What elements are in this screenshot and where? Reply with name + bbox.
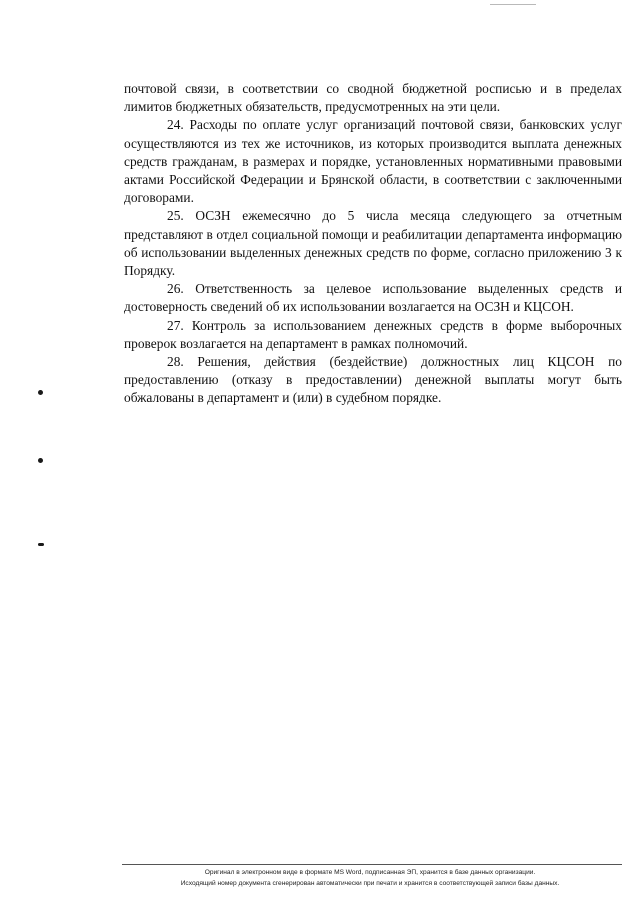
footer-note-outgoing-number: Исходящий номер документа сгенерирован автоматически при печати и хранится в соответствующей записи базы данных. [180,880,560,887]
punch-hole-mark [38,390,43,395]
paragraph-24: 24. Расходы по оплате услуг организаций почтовой связи, банковских услуг осуществляются из тех же источников, из которых производится выплата денежных средств гражданам, в размерах и порядке, установленных нормативными правовыми актами Российской Федерации и Брянской области, в соответствии с заключенными договорами. [124,117,622,206]
footer-note-original: Оригинал в электронном виде в формате MS Word, подписанная ЭП, хранится в базе данных организации. [204,869,536,876]
paragraph-27: 27. Контроль за использованием денежных средств в форме выборочных проверок возлагается на департамент в рамках полномочий. [124,317,622,351]
document-body [124,80,622,408]
punch-hole-mark [38,458,43,463]
paragraph-25: 25. ОСЗН ежемесячно до 5 числа месяца следующего за отчетным представляют в отдел социальной помощи и реабилитации департамента информацию об использовании выделенных денежных средств по форме, согласно приложению 3 к Порядку. [124,208,622,279]
paragraph-28: 28. Решения, действия (бездействие) должностных лиц КЦСОН по предоставлению (отказу в предоставлении) денежной выплаты могут быть обжалованы в департамент и (или) в судебном порядке. [124,354,622,406]
scan-edge-mark [490,4,536,5]
punch-hole-mark [38,543,44,546]
paragraph-continuation: почтовой связи, в соответствии со сводной бюджетной росписью и в пределах лимитов бюджетных обязательств, предусмотренных на эти цели. [124,81,622,115]
paragraph-26: 26. Ответственность за целевое использование выделенных средств и достоверность сведений об их использовании возлагается на ОСЗН и КЦСОН. [124,281,622,315]
footer-divider [122,864,622,865]
